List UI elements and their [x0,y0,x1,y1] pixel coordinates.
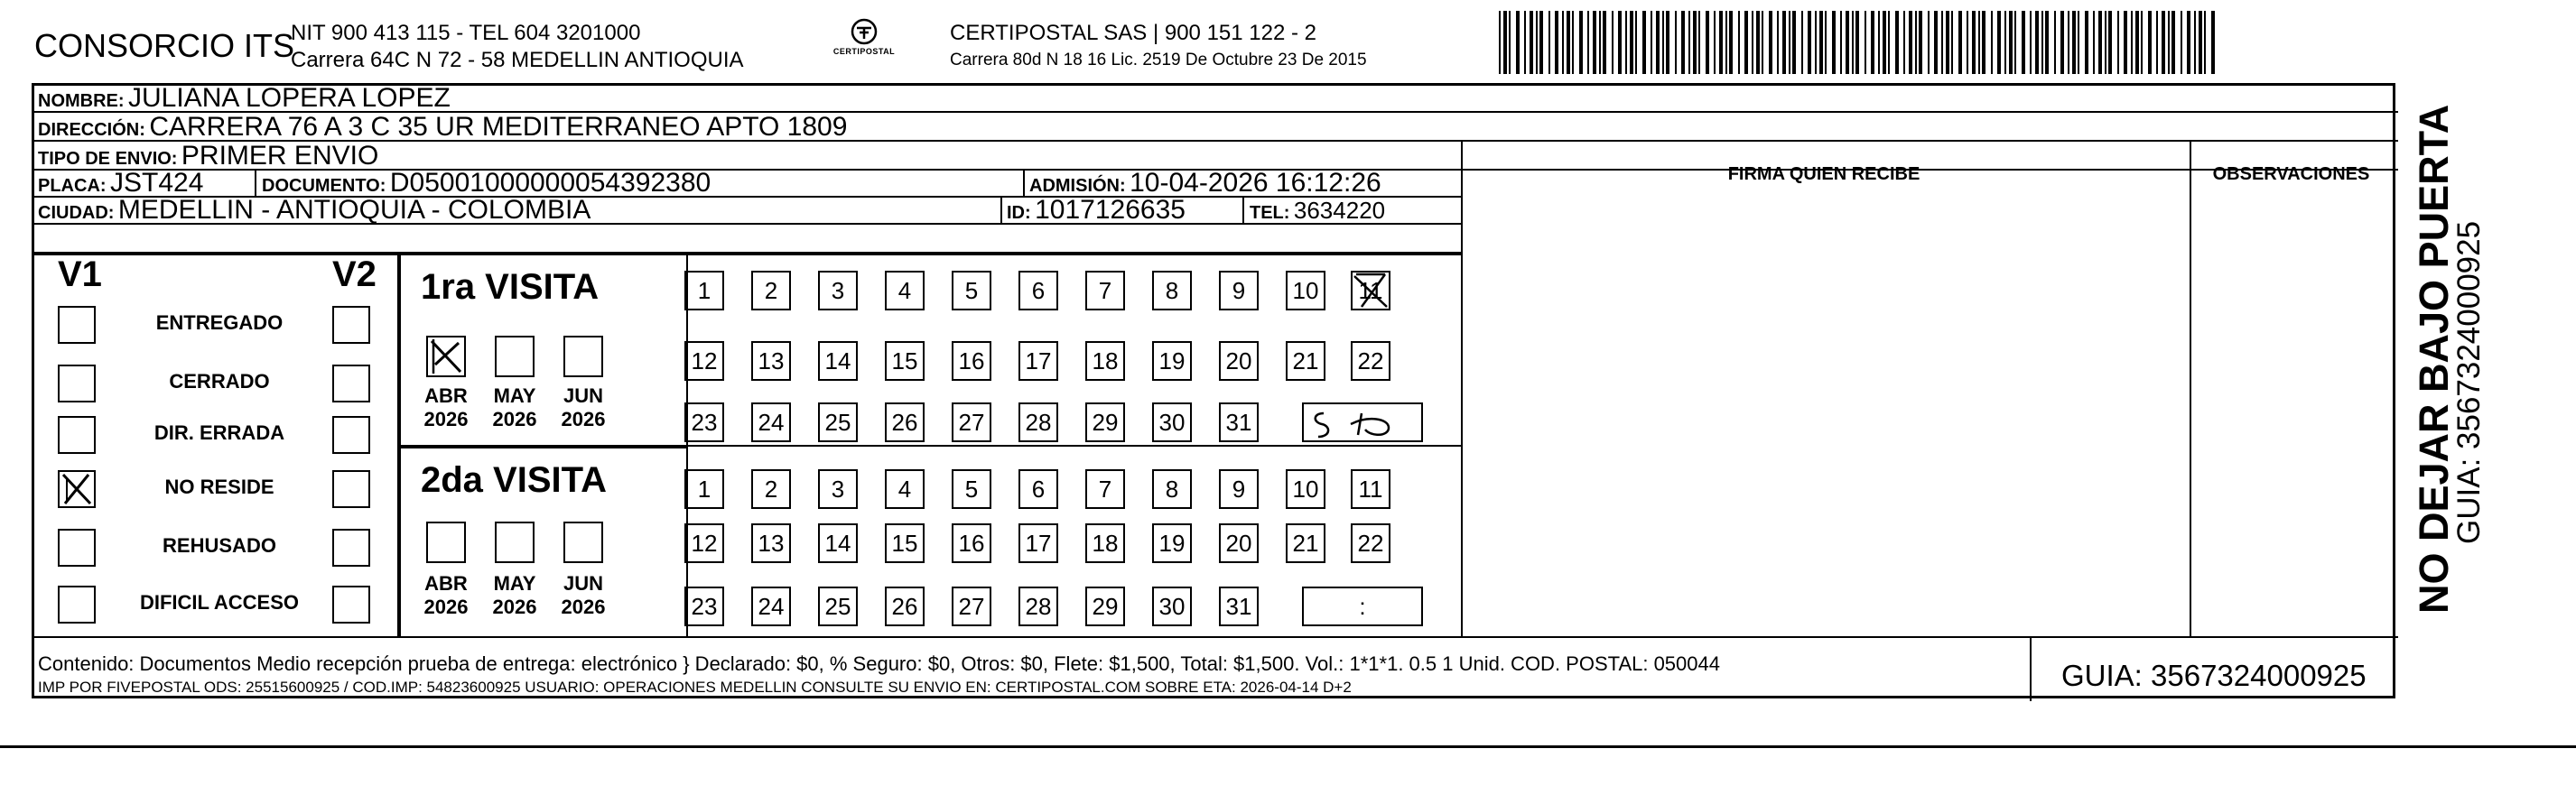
day-box[interactable] [1085,469,1125,509]
v1-checkbox[interactable] [58,365,96,402]
day-number: 16 [958,347,985,374]
day-box[interactable] [1351,341,1390,381]
status-option-label: DIR. ERRADA [153,421,285,444]
day-box[interactable] [1219,341,1259,381]
document-value: D05001000000054392380 [389,168,711,198]
day-number: 7 [1098,276,1112,304]
month-checkbox[interactable] [495,336,535,377]
day-box[interactable] [818,341,858,381]
company-address-line: Carrera 64C N 72 - 58 MEDELLIN ANTIOQUIA [291,48,744,72]
day-number: 20 [1225,347,1252,374]
day-box[interactable] [1018,523,1058,563]
day-box[interactable] [1085,341,1125,381]
carrier-name-line: CERTIPOSTAL SAS | 900 151 122 - 2 [950,21,1316,45]
day-number: 31 [1225,592,1252,620]
day-number: 12 [691,347,718,374]
v1-header: V1 [58,254,102,294]
month-checkbox[interactable] [426,522,466,563]
signature-column-header: FIRMA QUIEN RECIBE [1727,164,1920,184]
month-label [419,384,473,431]
id-value: 1017126635 [1035,195,1186,225]
side-tracking-number: GUIA: 3567324000925 [2451,220,2487,544]
day-box[interactable] [818,523,858,563]
day-number: 10 [1292,276,1319,304]
day-number: 3 [831,276,845,304]
month-name: JUN [563,384,603,407]
day-box[interactable] [1152,523,1192,563]
day-number: 24 [758,592,785,620]
day-number: 15 [891,347,918,374]
admission-value: 10-04-2026 16:12:26 [1130,168,1381,198]
month-name: JUN [563,572,603,595]
day-number: 7 [1098,475,1112,503]
tel-value: 3634220 [1293,197,1386,224]
day-number: 24 [758,408,785,436]
day-box[interactable] [1286,469,1325,509]
day-box[interactable] [1018,341,1058,381]
visit-title: 1ra VISITA [421,267,600,307]
day-box[interactable] [885,469,925,509]
carrier-logo [823,18,905,63]
v2-checkbox[interactable] [332,470,370,508]
month-year: 2026 [561,596,606,618]
cross-mark-icon [428,337,464,375]
day-number: 11 [1358,276,1383,304]
day-number: 8 [1165,475,1179,503]
status-option-label: ENTREGADO [155,311,284,334]
day-number: 14 [824,529,851,557]
day-box[interactable] [1018,469,1058,509]
day-number: 5 [964,475,979,503]
status-option-label: CERRADO [169,370,270,393]
day-number: 14 [824,347,851,374]
day-number: 11 [1358,475,1383,503]
month-name: MAY [493,572,536,595]
day-number: 26 [891,408,918,436]
tel-field [1250,197,1385,225]
time-value: : [1359,592,1366,620]
tel-label: TEL: [1250,203,1290,223]
carrier-address-line: Carrera 80d N 18 16 Lic. 2519 De Octubre 23 De 2015 [950,51,1367,69]
plate-field [38,168,203,199]
day-box[interactable] [1286,523,1325,563]
v2-checkbox[interactable] [332,365,370,402]
month-checkbox[interactable] [495,522,535,563]
day-box[interactable] [751,587,791,626]
shipment-type-row [38,141,378,171]
ciudad-label: CIUDAD: [38,203,115,223]
day-box[interactable] [885,523,925,563]
recipient-name-row [38,83,451,114]
day-number: 27 [958,408,985,436]
cross-mark-icon [60,472,94,506]
carrier-info [950,20,1367,74]
day-box[interactable] [684,469,724,509]
day-number: 21 [1292,347,1319,374]
day-number: 20 [1225,529,1252,557]
month-year: 2026 [423,596,469,618]
admision-label: ADMISIÓN: [1029,176,1126,196]
v2-checkbox[interactable] [332,306,370,344]
day-box[interactable] [1152,402,1192,442]
month-year: 2026 [561,408,606,430]
bottom-edge [0,745,2576,795]
day-number: 4 [897,475,912,503]
nombre-label: NOMBRE: [38,91,125,111]
day-box[interactable] [684,402,724,442]
v2-header: V2 [332,254,377,294]
day-box[interactable] [1286,341,1325,381]
day-box[interactable] [885,271,925,310]
day-box[interactable] [885,341,925,381]
day-box[interactable] [1018,587,1058,626]
day-number: 29 [1092,408,1119,436]
month-label [556,572,610,619]
day-box[interactable] [885,402,925,442]
day-box[interactable] [684,523,724,563]
v1-checkbox[interactable] [58,586,96,624]
day-box[interactable] [952,469,991,509]
month-checkbox[interactable] [563,336,603,377]
day-box[interactable] [1219,402,1259,442]
month-year: 2026 [492,596,537,618]
v2-checkbox[interactable] [332,529,370,567]
day-box[interactable] [684,271,724,310]
day-check-mark-icon [1351,271,1390,310]
day-box[interactable] [684,587,724,626]
day-box[interactable] [751,402,791,442]
day-box[interactable] [952,523,991,563]
day-number: 9 [1232,475,1246,503]
recipient-name: JULIANA LOPERA LOPEZ [128,83,451,113]
day-box[interactable] [818,402,858,442]
day-box[interactable] [1286,271,1325,310]
day-box[interactable] [1351,271,1390,310]
id-field [1007,195,1186,226]
documento-label: DOCUMENTO: [262,176,386,196]
day-number: 17 [1025,347,1052,374]
footer-tracking-number: GUIA: 3567324000925 [2061,659,2367,692]
day-number: 23 [691,408,718,436]
day-number: 23 [691,592,718,620]
day-number: 2 [764,276,778,304]
day-number: 17 [1025,529,1052,557]
day-number: 25 [824,592,851,620]
v1-checkbox[interactable] [58,470,96,508]
day-number: 12 [691,529,718,557]
day-number: 19 [1158,347,1186,374]
day-number: 6 [1031,276,1046,304]
day-number: 18 [1092,529,1119,557]
day-number: 18 [1092,347,1119,374]
day-number: 27 [958,592,985,620]
day-box[interactable] [952,402,991,442]
day-number: 6 [1031,475,1046,503]
day-number: 15 [891,529,918,557]
status-option-label: REHUSADO [163,534,276,557]
day-number: 8 [1165,276,1179,304]
recipient-address: CARRERA 76 A 3 C 35 UR MEDITERRANEO APTO 1809 [149,112,848,142]
month-checkbox[interactable] [426,336,466,377]
observations-column-header: OBSERVACIONES [2212,164,2370,184]
month-label [419,572,473,619]
barcode [1499,11,2221,74]
day-number: 30 [1158,592,1186,620]
day-box[interactable] [1219,469,1259,509]
address-row [38,112,847,143]
day-number: 5 [964,276,979,304]
month-checkbox[interactable] [563,522,603,563]
v1-checkbox[interactable] [58,529,96,567]
admission-field [1029,168,1381,199]
day-box[interactable] [1085,523,1125,563]
day-box[interactable] [818,469,858,509]
day-number: 30 [1158,408,1186,436]
side-warning: NO DEJAR BAJO PUERTA [2411,104,2457,614]
day-box[interactable] [818,271,858,310]
company-nit-line: NIT 900 413 115 - TEL 604 3201000 [291,21,641,45]
day-box[interactable] [751,271,791,310]
status-option-label: DIFICIL ACCESO [139,591,299,614]
day-number: 31 [1225,408,1252,436]
day-box[interactable] [751,341,791,381]
day-box[interactable] [818,587,858,626]
visit-title: 2da VISITA [421,460,607,500]
month-name: ABR [424,572,468,595]
month-label [488,572,542,619]
day-number: 21 [1292,529,1319,557]
day-number: 25 [824,408,851,436]
day-box[interactable] [1351,469,1390,509]
document-field [262,168,711,199]
day-number: 16 [958,529,985,557]
day-box[interactable] [684,341,724,381]
plate-value: JST424 [110,168,204,198]
time-box[interactable] [1302,402,1423,442]
day-number: 28 [1025,408,1052,436]
placa-label: PLACA: [38,176,107,196]
day-number: 3 [831,475,845,503]
day-number: 22 [1357,529,1384,557]
v2-checkbox[interactable] [332,416,370,454]
day-box[interactable] [1018,402,1058,442]
footer-print-line: IMP POR FIVEPOSTAL ODS: 25515600925 / COD.IMP: 54823600925 USUARIO: OPERACIONES MEDELLIN CONSULTE SU ENVIO EN: CERTIPOSTAL.COM SOBRE ETA: 2026-04-14 D+2 [38,679,1352,696]
day-number: 22 [1357,347,1384,374]
city-field [38,195,591,226]
day-box[interactable] [1219,271,1259,310]
day-number: 13 [758,347,785,374]
day-box[interactable] [1152,341,1192,381]
month-label [556,384,610,431]
day-box[interactable] [1085,402,1125,442]
day-box[interactable] [1152,587,1192,626]
day-number: 1 [697,475,711,503]
day-number: 1 [697,276,711,304]
day-number: 28 [1025,592,1052,620]
day-number: 13 [758,529,785,557]
day-box[interactable] [751,523,791,563]
id-label: ID: [1007,203,1031,223]
v1-checkbox[interactable] [58,306,96,344]
month-year: 2026 [423,408,469,430]
day-box[interactable] [1219,587,1259,626]
day-number: 29 [1092,592,1119,620]
carrier-logo-icon [848,18,880,47]
direccion-label: DIRECCIÓN: [38,120,145,140]
day-box[interactable] [885,587,925,626]
day-number: 26 [891,592,918,620]
day-box[interactable] [952,341,991,381]
day-box[interactable] [952,587,991,626]
v2-checkbox[interactable] [332,586,370,624]
footer-content-line: Contenido: Documentos Medio recepción prueba de entrega: electrónico } Declarado: $0, % Seguro: $0, Otros: $0, Flete: $1,500, Total: $1,500. Vol.: 1*1*1. 0.5 1 Unid. COD. POSTAL: 050044 [38,652,1720,675]
day-box[interactable] [751,469,791,509]
status-option-label: NO RESIDE [164,476,274,498]
day-box[interactable] [1351,523,1390,563]
handwritten-time-icon [1306,406,1423,442]
day-box[interactable] [1152,271,1192,310]
month-label [488,384,542,431]
city-value: MEDELLIN - ANTIOQUIA - COLOMBIA [117,195,591,225]
company-name: CONSORCIO ITS [34,27,295,64]
day-number: 9 [1232,276,1246,304]
carrier-logo-text: CERTIPOSTAL [832,47,896,56]
month-name: MAY [493,384,536,407]
tipo-envio-label: TIPO DE ENVIO: [38,149,178,169]
day-number: 2 [764,475,778,503]
day-box[interactable] [952,271,991,310]
time-box[interactable] [1302,587,1423,626]
day-box[interactable] [1085,271,1125,310]
shipment-type: PRIMER ENVIO [181,141,379,171]
day-box[interactable] [1018,271,1058,310]
day-number: 10 [1292,475,1319,503]
month-year: 2026 [492,408,537,430]
day-number: 4 [897,276,912,304]
v1-checkbox[interactable] [58,416,96,454]
month-name: ABR [424,384,468,407]
company-info [291,20,744,74]
day-box[interactable] [1219,523,1259,563]
day-box[interactable] [1152,469,1192,509]
day-box[interactable] [1085,587,1125,626]
day-number: 19 [1158,529,1186,557]
